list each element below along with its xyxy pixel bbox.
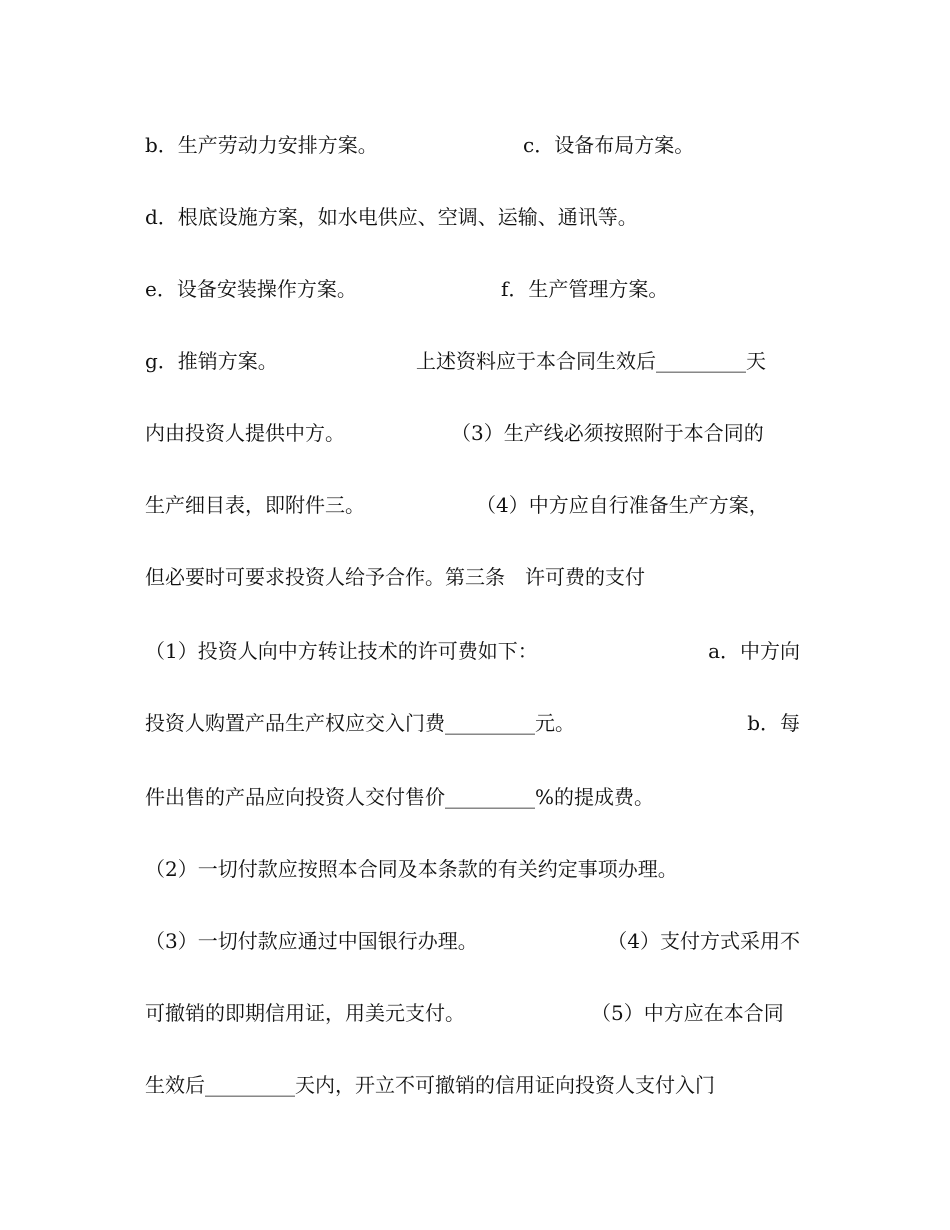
text-line xyxy=(145,418,800,448)
line-text: （2）一切付款应按照本合同及本条款的有关约定事项办理。 xyxy=(145,857,678,881)
text-line xyxy=(145,346,800,376)
line-text: （3）一切付款应通过中国银行办理。 xyxy=(145,929,478,953)
line-text: b．每 xyxy=(747,711,800,735)
text-line xyxy=(145,490,800,520)
line-text: （5）中方应在本合同 xyxy=(591,1001,784,1025)
line-text: （4）中方应自行准备生产方案， xyxy=(476,493,769,517)
text-line xyxy=(145,562,800,592)
line-text: 生效后_________天内，开立不可撤销的信用证向投资人支付入门 xyxy=(145,1073,715,1097)
line-text: f．生产管理方案。 xyxy=(501,277,669,301)
line-text: b．生产劳动力安排方案。 xyxy=(145,133,378,157)
line-text: 生产细目表，即附件三。 xyxy=(145,493,365,517)
line-text: 内由投资人提供中方。 xyxy=(145,421,345,445)
line-text: （4）支付方式采用不 xyxy=(607,929,800,953)
text-line xyxy=(145,782,800,812)
text-line xyxy=(145,274,800,304)
line-text: 可撤销的即期信用证，用美元支付。 xyxy=(145,1001,465,1025)
text-line xyxy=(145,202,800,232)
line-text: （1）投资人向中方转让技术的许可费如下： xyxy=(145,639,538,663)
line-text: 投资人购置产品生产权应交入门费_________元。 xyxy=(145,711,575,735)
text-line xyxy=(145,998,800,1028)
line-text: e．设备安装操作方案。 xyxy=(145,277,357,301)
text-line xyxy=(145,130,800,160)
line-text: d．根底设施方案，如水电供应、空调、运输、通讯等。 xyxy=(145,205,638,229)
text-line xyxy=(145,1070,800,1100)
line-text: g．推销方案。 xyxy=(145,349,278,373)
line-text: 上述资料应于本合同生效后_________天 xyxy=(416,349,766,373)
text-line xyxy=(145,708,800,738)
line-text: 但必要时可要求投资人给予合作。第三条 许可费的支付 xyxy=(145,565,645,589)
line-text: 件出售的产品应向投资人交付售价_________%的提成费。 xyxy=(145,785,655,809)
text-line xyxy=(145,854,800,884)
text-line xyxy=(145,926,800,956)
line-text: （3）生产线必须按照附于本合同的 xyxy=(451,421,764,445)
line-text: c．设备布局方案。 xyxy=(523,133,695,157)
text-line xyxy=(145,636,800,666)
line-text: a．中方向 xyxy=(708,639,800,663)
